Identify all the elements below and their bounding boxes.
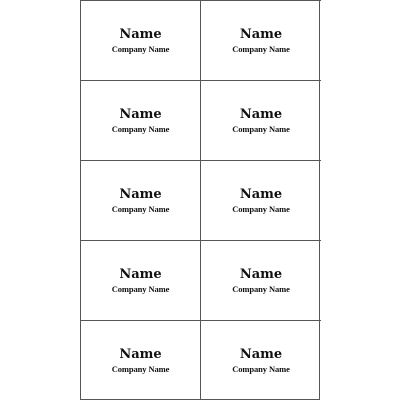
badge-name: Name <box>119 187 162 202</box>
name-badge <box>201 240 321 320</box>
badge-company-name: Company Name <box>232 124 290 134</box>
badge-name: Name <box>239 347 283 362</box>
name-badge <box>81 0 201 80</box>
badge-name: Name <box>119 27 162 42</box>
badge-company-name: Company Name <box>111 44 170 54</box>
name-badge <box>81 240 201 320</box>
name-badge <box>81 80 201 160</box>
badge-name: Name <box>119 347 162 362</box>
badge-name: Name <box>239 107 283 122</box>
name-badge <box>201 320 321 400</box>
badge-name: Name <box>239 187 283 202</box>
name-badge <box>201 0 321 80</box>
badge-company-name: Company Name <box>111 364 170 374</box>
badge-company-name: Company Name <box>232 44 290 54</box>
badge-name: Name <box>239 267 283 282</box>
badge-company-name: Company Name <box>232 204 290 214</box>
badge-company-name: Company Name <box>111 284 170 294</box>
name-badge <box>201 80 321 160</box>
badge-company-name: Company Name <box>232 364 290 374</box>
name-badge <box>81 320 201 400</box>
name-badge-sheet <box>80 0 320 400</box>
badge-name: Name <box>119 107 162 122</box>
name-badge <box>81 160 201 240</box>
badge-name: Name <box>239 27 283 42</box>
badge-company-name: Company Name <box>232 284 290 294</box>
badge-name: Name <box>119 267 162 282</box>
name-badge <box>201 160 321 240</box>
badge-company-name: Company Name <box>111 124 170 134</box>
badge-company-name: Company Name <box>111 204 170 214</box>
